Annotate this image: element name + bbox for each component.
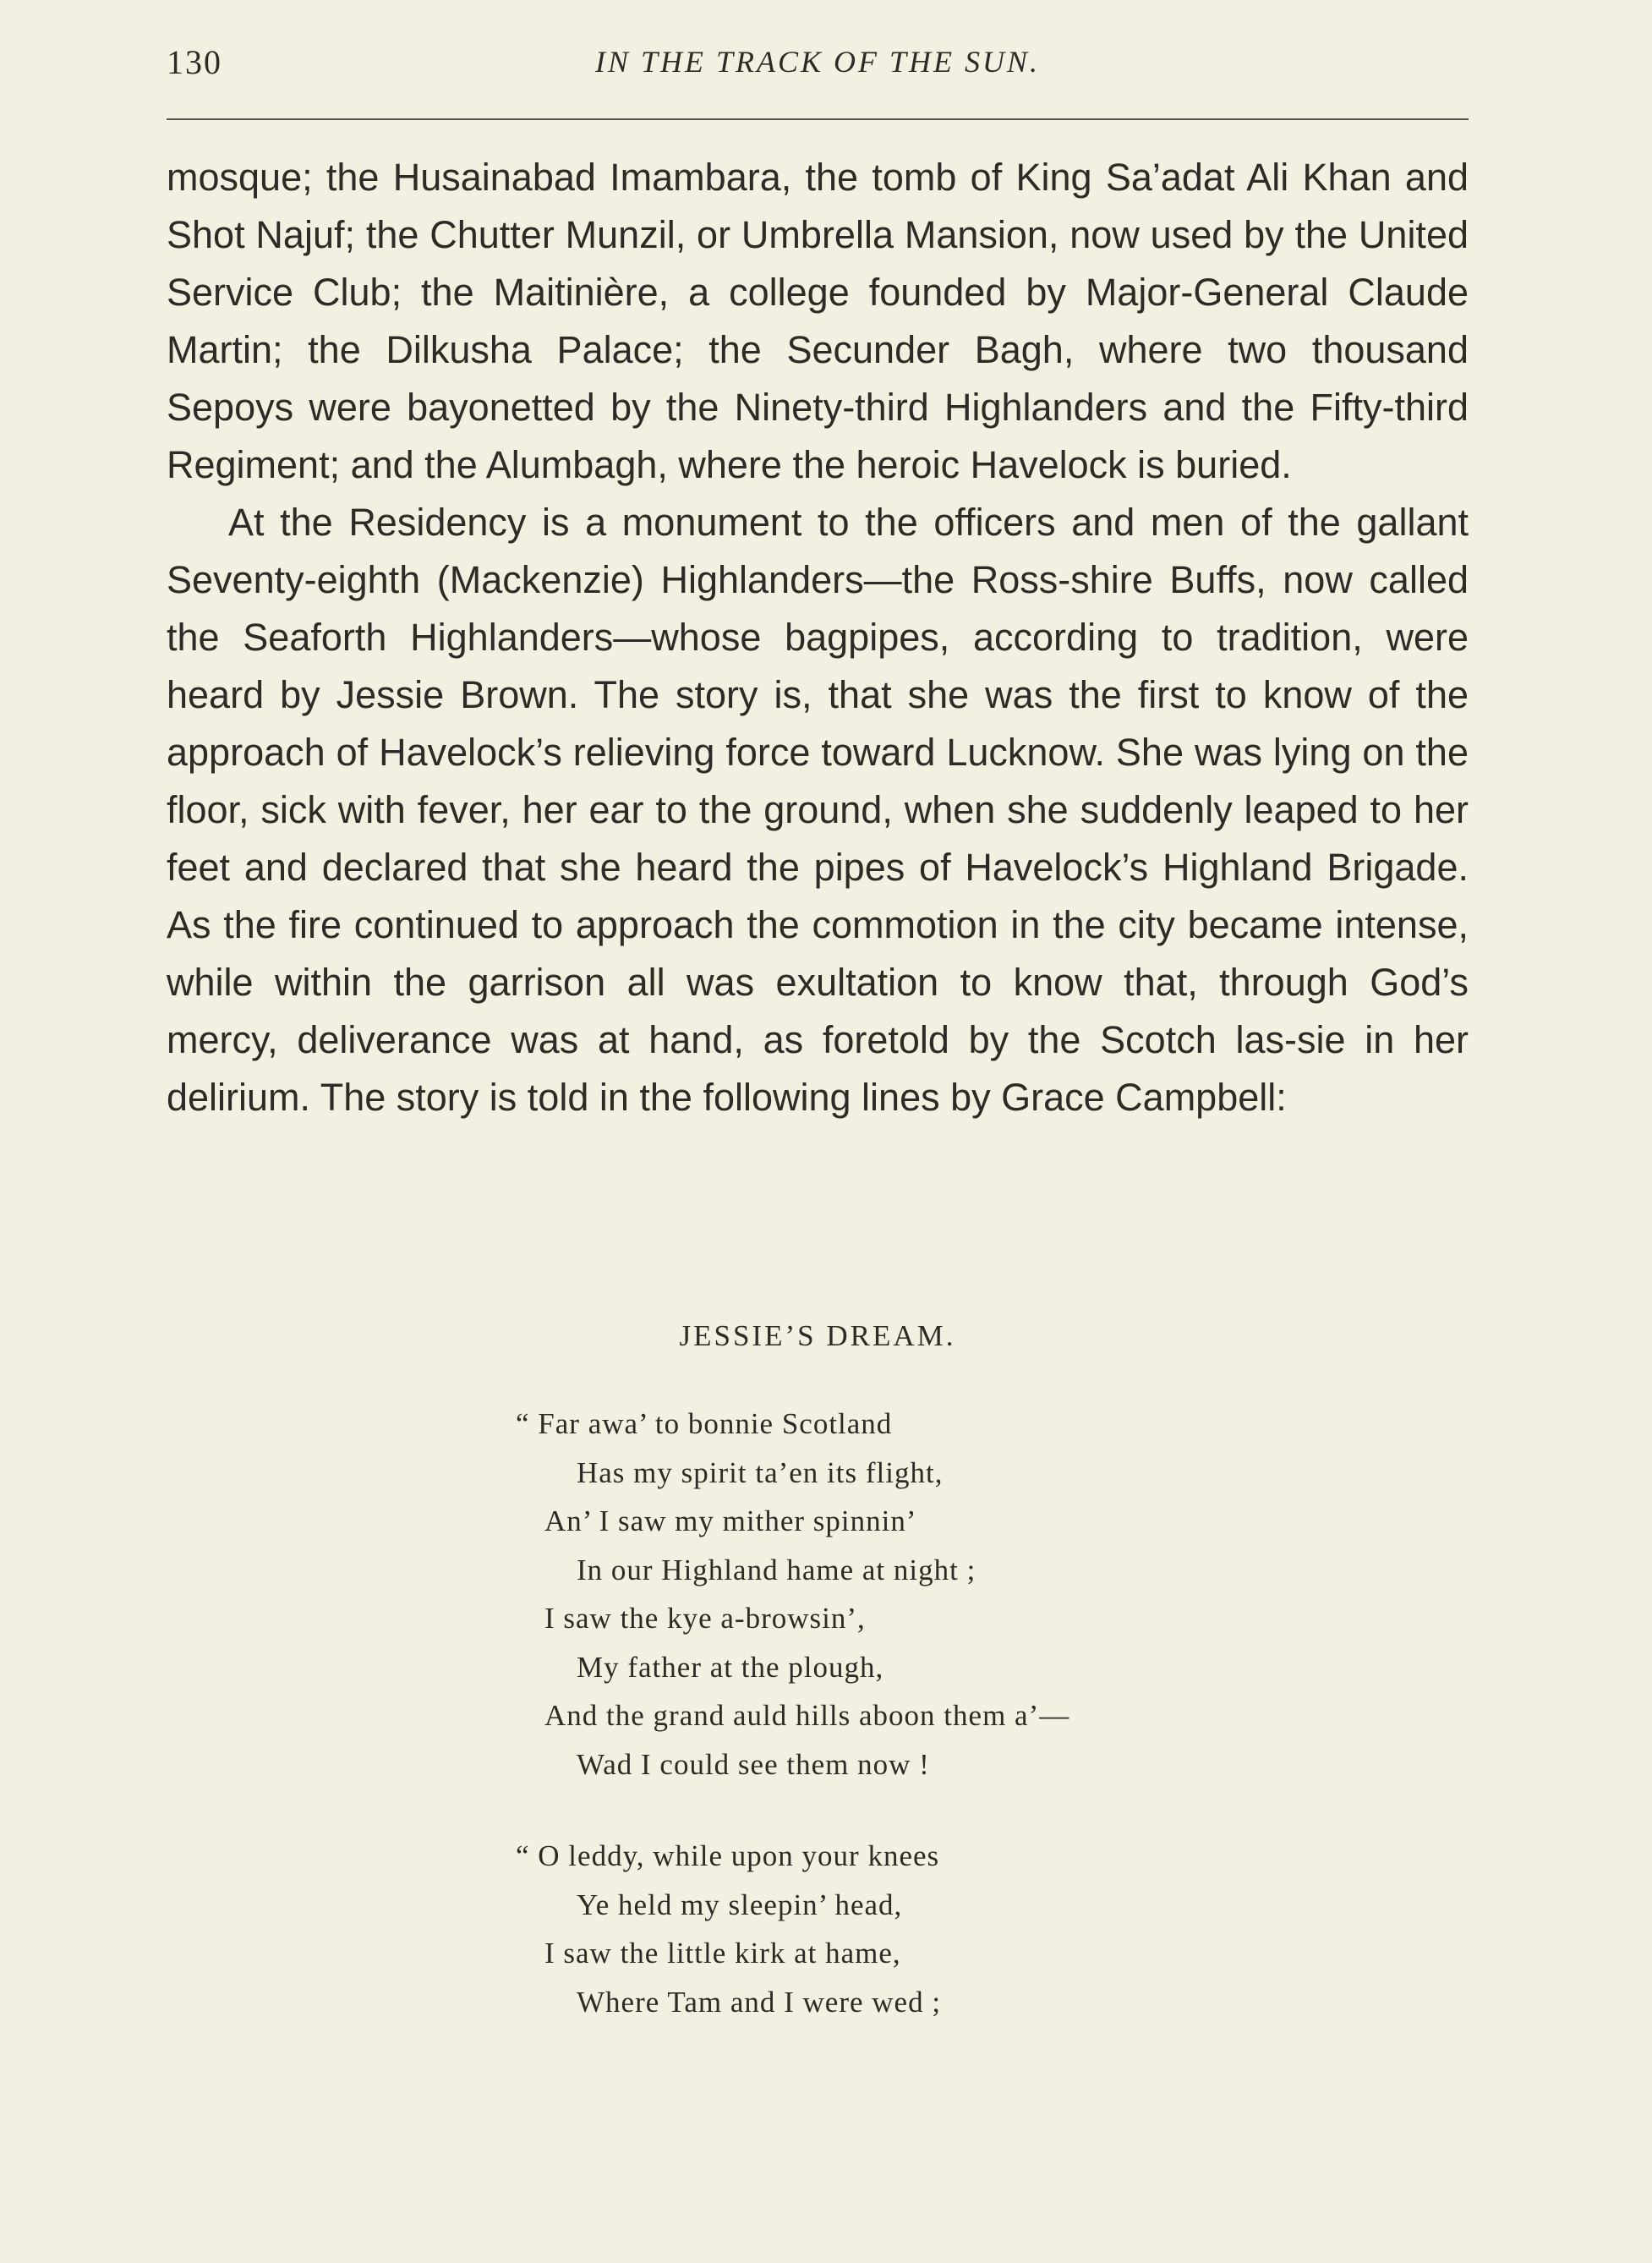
verse-line: “ O leddy, while upon your knees — [516, 1839, 940, 1872]
poem-stanza-1 — [516, 1400, 1277, 1789]
body-text — [167, 149, 1469, 1126]
verse-line: I saw the little kirk at hame, — [544, 1937, 901, 1970]
poem-stanza-2 — [516, 1832, 1277, 2026]
verse-line: Where Tam and I were wed ; — [577, 1985, 942, 2019]
paragraph-residency-story: At the Residency is a monument to the officers and men of the gallant Seventy-eighth (Mackenzie) Highlanders—the Ross-shire Buffs, now called the Seaforth Highlanders—whose bagpipes, according to tradition, were heard by Jessie Brown. The story is, that she was the first to know of the approach of Havelock’s relieving force toward Lucknow. She was lying on the floor, sick with fever, her ear to the ground, when she suddenly leaped to her feet and declared that she heard the pipes of Havelock’s Highland Brigade. As the fire continued to approach the commotion in the city became intense, while within the garrison all was exultation to know that, through God’s mercy, deliverance was at hand, as foretold by the Scotch las-sie in her delirium. The story is told in the following lines by Grace Campbell: — [167, 501, 1469, 1119]
header-rule — [167, 118, 1469, 120]
page-header — [167, 42, 1469, 93]
verse-line: And the grand auld hills aboon them a’— — [544, 1699, 1070, 1732]
running-title: IN THE TRACK OF THE SUN. — [594, 45, 1041, 79]
verse-line: Has my spirit ta’en its flight, — [577, 1455, 944, 1489]
verse-line: Ye held my sleepin’ head, — [577, 1888, 903, 1921]
page-number: 130 — [167, 43, 222, 81]
verse-line: I saw the kye a-browsin’, — [544, 1602, 866, 1635]
verse-line: Wad I could see them now ! — [577, 1747, 930, 1781]
verse-line: My father at the plough, — [577, 1650, 884, 1684]
verse-line: In our Highland hame at night ; — [577, 1553, 976, 1586]
paragraph-lucknow-sights: mosque; the Husainabad Imambara, the tomb of King Sa’adat Ali Khan and Shot Najuf; the Chutter Munzil, or Umbrella Mansion, now used by the United Service Club; the Maitinière, a college founded by Major-General Claude Martin; the Dilkusha Palace; the Secunder Bagh, where two thousand Sepoys were bayonetted by the Ninety-third Highlanders and the Fifty-third Regiment; and the Alumbagh, where the heroic Havelock is buried. — [167, 156, 1469, 486]
verse-line: “ Far awa’ to bonnie Scotland — [516, 1407, 893, 1440]
verse-line: An’ I saw my mither spinnin’ — [544, 1504, 917, 1537]
poem-title: JESSIE’S DREAM. — [679, 1319, 956, 1352]
